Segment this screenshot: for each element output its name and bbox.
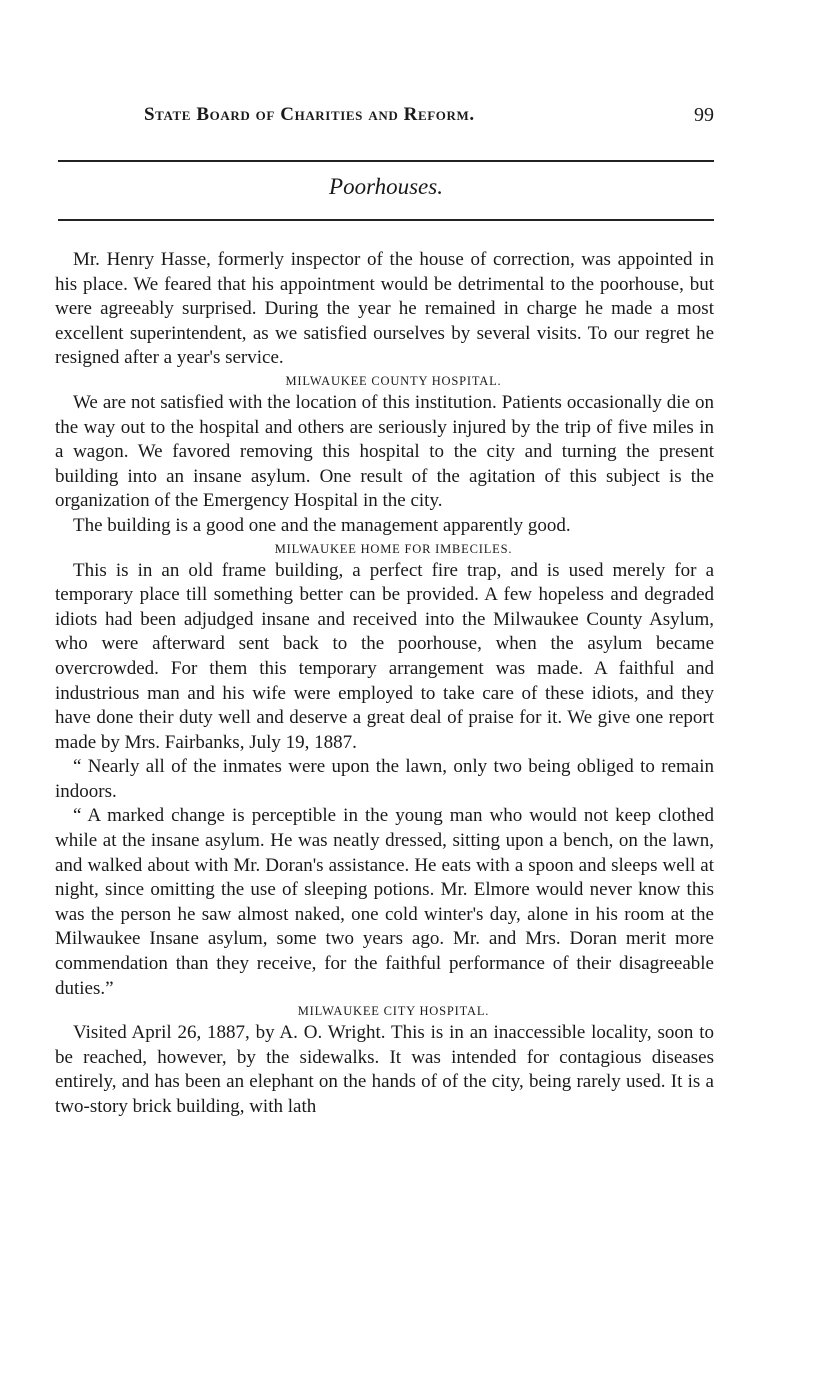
running-title: State Board of Charities and Reform. bbox=[144, 104, 475, 125]
running-head bbox=[56, 104, 714, 134]
bottom-rule bbox=[58, 219, 714, 221]
paragraph-quote-lawn: “ Nearly all of the inmates were upon the lawn, only two being obliged to remain indoors. bbox=[55, 756, 714, 802]
paragraph-county-hospital-building: The building is a good one and the management apparently good. bbox=[73, 514, 571, 536]
subhead-county-hospital: MILWAUKEE COUNTY HOSPITAL. bbox=[285, 373, 502, 388]
paragraph-county-hospital-location: We are not satisfied with the location of this institution. Patients occasionally die on the way out to the hospital and others are seriously injured by the trip of five miles in a wagon. We favored removing this hospital to the city and turning the present building into an insane asylum. One result of the agitation of this subject is the organization of the Emergency Hospital in the city. bbox=[55, 391, 714, 512]
section-title: Poorhouses. bbox=[329, 174, 443, 199]
subhead-home-for-imbeciles: MILWAUKEE HOME FOR IMBECILES. bbox=[274, 541, 513, 556]
top-rule bbox=[58, 160, 714, 162]
paragraph-hasse: Mr. Henry Hasse, formerly inspector of the house of correction, was appointed in his place. We feared that his appointment would be detrimental to the poorhouse, but were agreeably surprised. During the year he remained in charge he made a most excellent superintendent, as we satisfied ourselves by several visits. To our regret he resigned after a year's service. bbox=[55, 249, 714, 369]
body-text bbox=[55, 248, 714, 1120]
paragraph-quote-change: “ A marked change is perceptible in the young man who would not keep clothed while at the insane asylum. He was neatly dressed, sitting upon a bench, on the lawn, and walked about with Mr. Doran's assistance. He eats with a spoon and sleeps well at night, since omitting the use of sleeping potions. Mr. Elmore would never know this was the person he saw almost naked, one cold winter's day, alone in his room at the Milwaukee Insane asylum, some two years ago. Mr. and Mrs. Doran merit more commendation than they receive, for the faithful performance of their disagreeable duties.” bbox=[55, 805, 714, 999]
paragraph-imbeciles-home: This is in an old frame building, a perfect fire trap, and is used merely for a temporary place till something better can be provided. A few hopeless and degraded idiots had been adjudged insane and received into the Milwaukee County Asylum, who were afterward sent back to the poorhouse, when the asylum became overcrowded. For them this temporary arrangement was made. A faithful and industrious man and his wife were employed to take care of these idiots, and they have done their duty well and deserve a great deal of praise for it. We give one report made by Mrs. Fairbanks, July 19, 1887. bbox=[55, 559, 714, 753]
paragraph-city-hospital: Visited April 26, 1887, by A. O. Wright. This is in an inaccessible locality, soon to be reached, however, by the sidewalks. It was intended for contagious diseases entirely, and has been an elephant on the hands of of the city, being rarely used. It is a two-story brick building, with lath bbox=[55, 1022, 714, 1117]
page-number: 99 bbox=[694, 104, 714, 126]
subhead-city-hospital: MILWAUKEE CITY HOSPITAL. bbox=[297, 1004, 490, 1019]
